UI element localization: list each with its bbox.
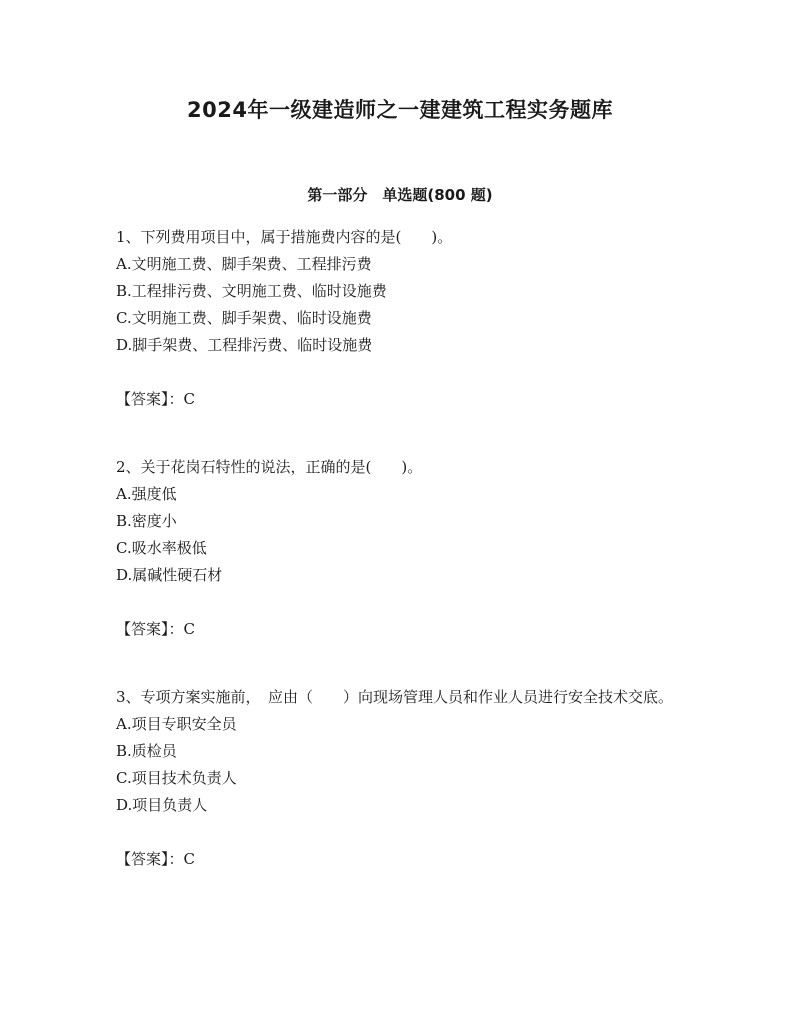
- question-option-b: B.密度小: [116, 512, 177, 530]
- question-answer: 【答案】：C: [116, 850, 195, 868]
- question-option-c: C.项目技术负责人: [116, 769, 237, 787]
- question-answer: 【答案】：C: [116, 390, 195, 408]
- question-stem: 2、关于花岗石特性的说法，正确的是( )。: [116, 458, 423, 476]
- question-stem: 3、专项方案实施前， 应由（ ）向现场管理人员和作业人员进行安全技术交底。: [116, 688, 674, 706]
- question-option-a: A.项目专职安全员: [116, 715, 237, 733]
- question-option-b: B.工程排污费、文明施工费、临时设施费: [116, 282, 387, 300]
- question-block: [116, 684, 686, 873]
- question-option-c: C.吸水率极低: [116, 539, 207, 557]
- question-option-b: B.质检员: [116, 742, 177, 760]
- question-block: [116, 224, 686, 413]
- question-stem: 1、下列费用项目中，属于措施费内容的是( )。: [116, 228, 453, 246]
- question-option-a: A.强度低: [116, 485, 177, 503]
- section-heading: 第一部分 单选题(800 题): [307, 186, 493, 204]
- document-title: 2024年一级建造师之一建建筑工程实务题库: [187, 98, 613, 122]
- question-option-c: C.文明施工费、脚手架费、临时设施费: [116, 309, 372, 327]
- question-option-d: D.属碱性硬石材: [116, 566, 223, 584]
- question-answer: 【答案】：C: [116, 620, 195, 638]
- question-option-d: D.项目负责人: [116, 796, 208, 814]
- question-block: [116, 454, 686, 643]
- question-option-d: D.脚手架费、工程排污费、临时设施费: [116, 336, 373, 354]
- question-option-a: A.文明施工费、脚手架费、工程排污费: [116, 255, 372, 273]
